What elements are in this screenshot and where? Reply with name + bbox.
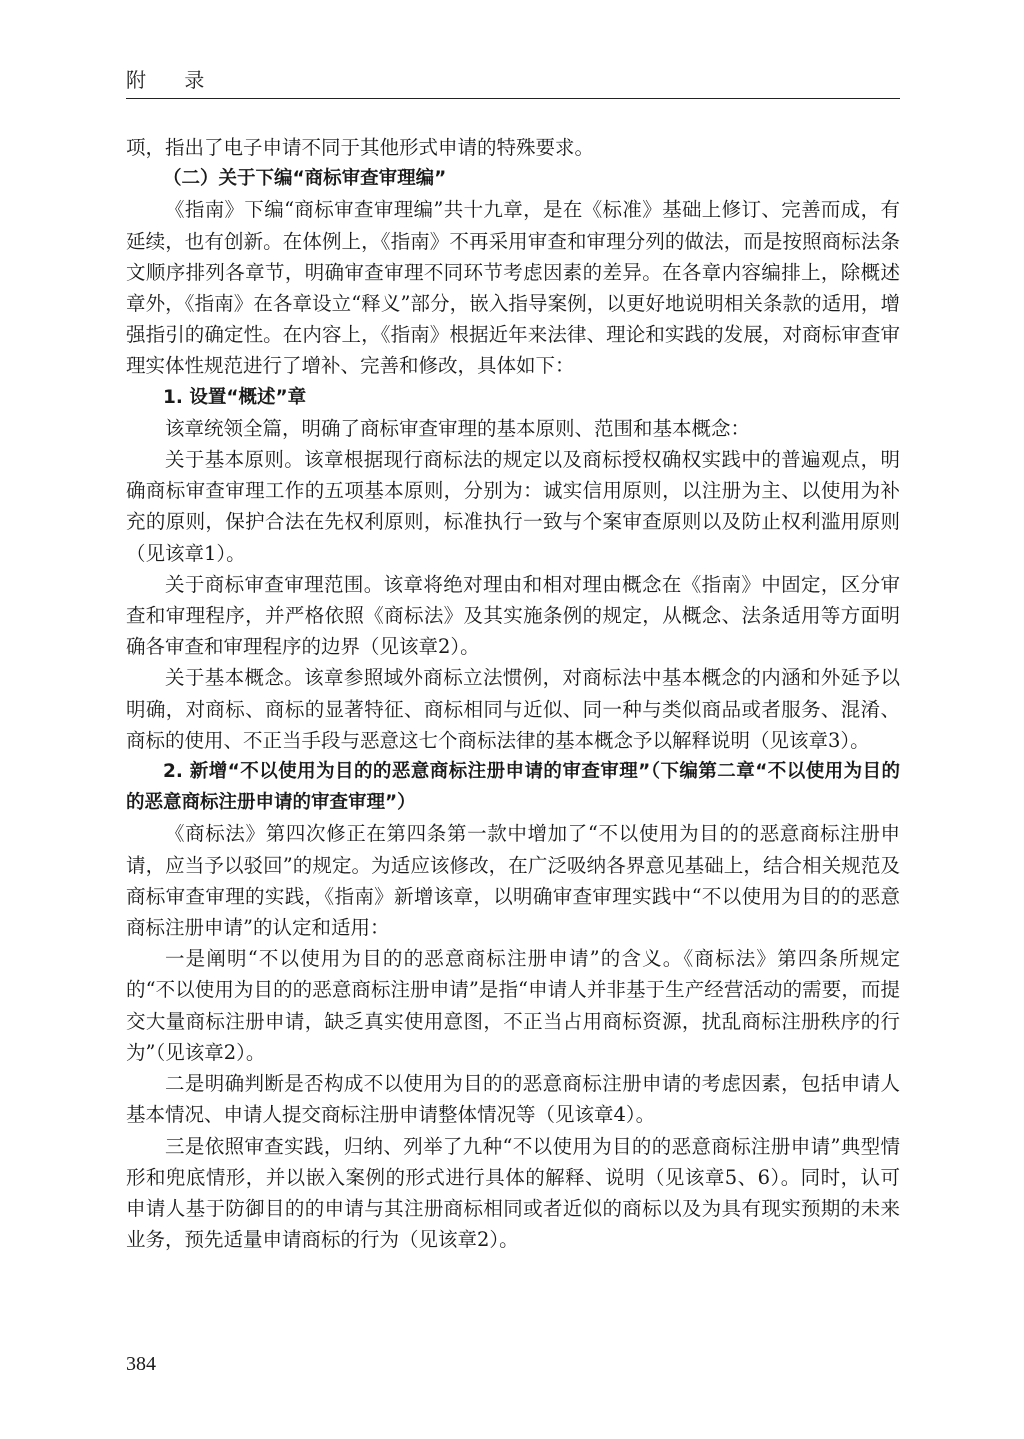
paragraph: 关于基本概念。该章参照域外商标立法惯例，对商标法中基本概念的内涵和外延予以明确，对商标、商标的显著特征、商标相同与近似、同一种与类似商品或者服务、混淆、商标的使用、不正当手段与恶意这七个商标法律的基本概念予以解释说明（见该章3）。 bbox=[126, 666, 900, 752]
paragraph: 该章统领全篇，明确了商标审查审理的基本原则、范围和基本概念： bbox=[165, 416, 751, 440]
paragraph: 关于商标审查审理范围。该章将绝对理由和相对理由概念在《指南》中固定，区分审查和审理程序，并严格依照《商标法》及其实施条例的规定，从概念、法条适用等方面明确各审查和审理程序的边界（见该章2）。 bbox=[126, 572, 900, 659]
paragraph: 三是依照审查实践，归纳、列举了九种“不以使用为目的的恶意商标注册申请”典型情形和兜底情形，并以嵌入案例的形式进行具体的解释、说明（见该章5、6）。同时，认可申请人基于防御目的的申请与其注册商标相同或者近似的商标以及为具有现实预期的未来业务，预先适量申请商标的行为（见该章2）。 bbox=[126, 1134, 900, 1252]
subsection-heading: 1. 设置“概述”章 bbox=[163, 386, 307, 408]
paragraph: 二是明确判断是否构成不以使用为目的的恶意商标注册申请的考虑因素，包括申请人基本情况、申请人提交商标注册申请整体情况等（见该章4）。 bbox=[126, 1072, 900, 1127]
paragraph: 《商标法》第四次修正在第四条第一款中增加了“不以使用为目的的恶意商标注册申请，应当予以驳回”的规定。为适应该修改，在广泛吸纳各界意见基础上，结合相关规范及商标审查审理的实践，《指南》新增该章，以明确审查审理实践中“不以使用为目的的恶意商标注册申请”的认定和适用： bbox=[126, 822, 900, 940]
paragraph-continuation: 项，指出了电子申请不同于其他形式申请的特殊要求。 bbox=[126, 136, 595, 159]
section-heading: （二）关于下编“商标审查审理编” bbox=[163, 168, 447, 190]
paragraph: 关于基本原则。该章根据现行商标法的规定以及商标授权确权实践中的普遍观点，明确商标审查审理工作的五项基本原则，分别为：诚实信用原则，以注册为主、以使用为补充的原则，保护合法在先权利原则，标准执行一致与个案审查原则以及防止权利滥用原则（见该章1）。 bbox=[126, 448, 900, 565]
running-head: 附 录 bbox=[126, 68, 221, 92]
header-rule bbox=[126, 98, 900, 99]
page-number: 384 bbox=[126, 1353, 156, 1375]
body-text bbox=[126, 132, 900, 1255]
subsection-heading: 2. 新增“不以使用为目的的恶意商标注册申请的审查审理”（下编第二章“不以使用为目的的恶意商标注册申请的审查审理”） bbox=[126, 761, 900, 814]
paragraph: 一是阐明“不以使用为目的的恶意商标注册申请”的含义。《商标法》第四条所规定的“不以使用为目的的恶意商标注册申请”是指“申请人并非基于生产经营活动的需要，而提交大量商标注册申请，缺乏真实使用意图，不正当占用商标资源，扰乱商标注册秩序的行为”（见该章2）。 bbox=[126, 947, 900, 1064]
paragraph: 《指南》下编“商标审查审理编”共十九章，是在《标准》基础上修订、完善而成，有延续，也有创新。在体例上，《指南》不再采用审查和审理分列的做法，而是按照商标法条文顺序排列各章节，明确审查审理不同环节考虑因素的差异。在各章内容编排上，除概述章外，《指南》在各章设立“释义”部分，嵌入指导案例，以更好地说明相关条款的适用，增强指引的确定性。在内容上，《指南》根据近年来法律、理论和实践的发展，对商标审查审理实体性规范进行了增补、完善和修改，具体如下： bbox=[126, 198, 900, 378]
